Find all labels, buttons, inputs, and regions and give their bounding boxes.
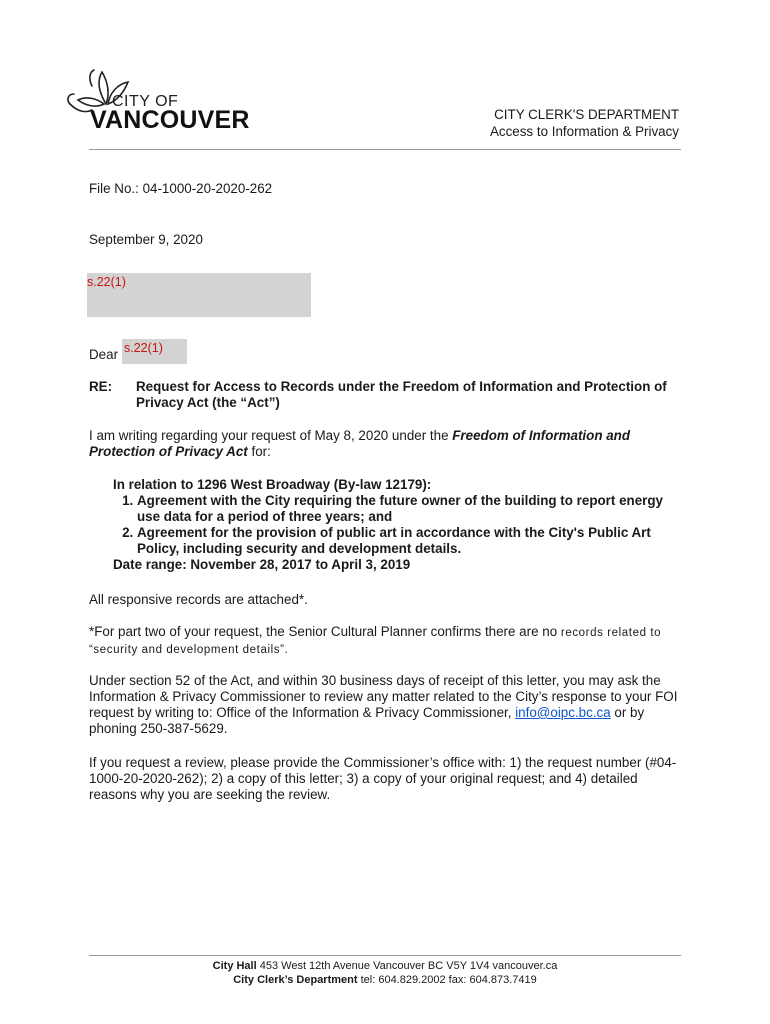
request-heading: In relation to 1296 West Broadway (By-law 12179): xyxy=(113,477,432,492)
footer-line-1 xyxy=(89,959,681,973)
footer-address: 453 West 12th Avenue Vancouver BC V5Y 1V4 vancouver.ca xyxy=(256,960,558,972)
footnote-prefix: *For part two of your request, the Senior Cultural Planner confirms there are no xyxy=(89,624,561,639)
request-item: 1. Agreement with the City requiring the future owner of the building to report energy use data for a period of three years; and xyxy=(137,493,683,525)
request-details xyxy=(113,477,683,573)
redaction-code: s.22(1) xyxy=(124,341,163,355)
intro-suffix: for: xyxy=(247,444,271,459)
salutation: Dear xyxy=(89,347,119,362)
request-item: 2. Agreement for the provision of public art in accordance with the City's Public Art Policy, including security and development details. xyxy=(137,525,683,557)
redaction-code: s.22(1) xyxy=(87,275,126,289)
footer-dept: City Clerk’s Department xyxy=(233,974,358,986)
department-header xyxy=(490,106,679,140)
act-name: Freedom of Information and Protection of Privacy Act xyxy=(89,428,631,459)
oipc-email-link[interactable]: info@oipc.bc.ca xyxy=(515,705,611,720)
footnote-spaced: records related to “security and development details”. xyxy=(89,627,662,656)
footnote-paragraph xyxy=(89,624,679,658)
redacted-name xyxy=(122,339,187,364)
footer-line-2 xyxy=(89,973,681,987)
re-subject: Request for Access to Records under the Freedom of Information and Protection of Privacy Act (the “Act”) xyxy=(136,379,667,410)
footer-city-hall: City Hall xyxy=(212,960,257,972)
intro-paragraph xyxy=(89,428,679,460)
intro-prefix: I am writing regarding your request of May 8, 2020 under the xyxy=(89,428,453,443)
department-name: CITY CLERK'S DEPARTMENT xyxy=(494,107,679,122)
review-request-paragraph: If you request a review, please provide the Commissioner’s office with: 1) the request number (#04-1000-20-2020-262); 2) a copy of this letter; 3) a copy of your original request; and 4) detailed reasons why you are seeking the review. xyxy=(89,755,677,802)
footer-divider xyxy=(89,955,681,956)
responsive-records: All responsive records are attached*. xyxy=(89,592,308,607)
review-paragraph xyxy=(89,673,679,737)
review-text: Under section 52 of the Act, and within 30 business days of receipt of this letter, you may ask the Information & Privacy Commissioner to review any matter related to the City’s response to your FOI request by writing to: Office of the Information & Privacy Commissioner, xyxy=(89,673,678,720)
logo-city-of: CITY OF xyxy=(112,93,179,110)
header-divider xyxy=(89,149,681,150)
logo-vancouver: VANCOUVER xyxy=(90,106,250,134)
request-list xyxy=(113,493,683,557)
re-label: RE: xyxy=(89,379,113,394)
file-number: File No.: 04-1000-20-2020-262 xyxy=(89,181,273,196)
city-of-vancouver-logo xyxy=(62,64,262,146)
department-subname: Access to Information & Privacy xyxy=(489,124,679,139)
footer-contact: tel: 604.829.2002 fax: 604.873.7419 xyxy=(357,974,537,986)
redacted-address xyxy=(87,273,311,317)
review-suffix: or by phoning 250-387-5629. xyxy=(89,705,645,736)
letter-date: September 9, 2020 xyxy=(89,232,203,247)
date-range: Date range: November 28, 2017 to April 3, 2019 xyxy=(113,557,411,572)
letter-footer xyxy=(89,959,681,987)
